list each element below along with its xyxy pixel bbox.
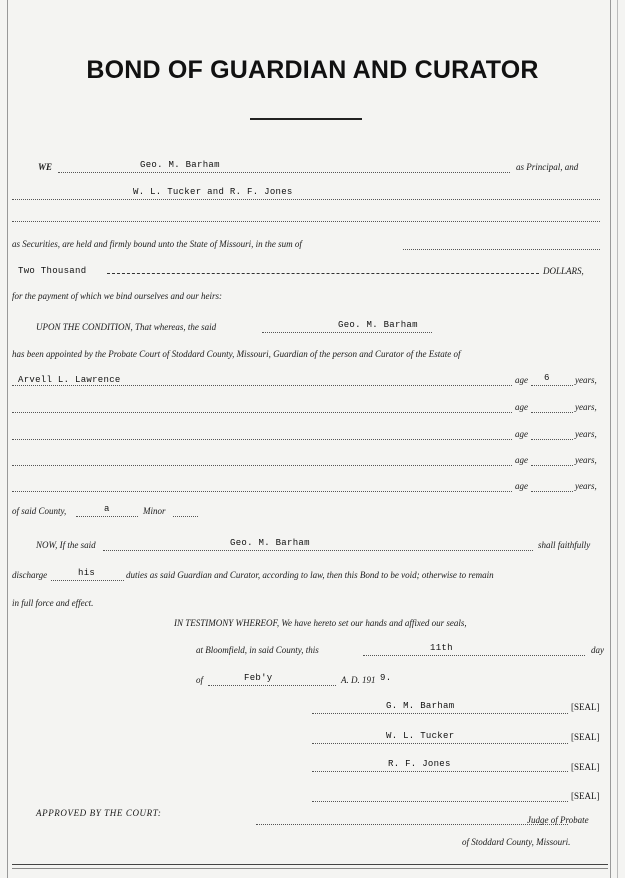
sum-blank — [403, 249, 600, 250]
years-label: years, — [575, 481, 597, 491]
now-text: NOW, If the said — [36, 540, 96, 550]
seal-label: [SEAL] — [571, 732, 600, 742]
age-blank — [531, 465, 573, 466]
right-border-outer — [617, 0, 618, 878]
condition-text: UPON THE CONDITION, That whereas, the said — [36, 322, 217, 332]
bloomfield-text: at Bloomfield, in said County, this — [196, 645, 319, 655]
payment-text: for the payment of which we bind ourselves and our heirs: — [12, 291, 222, 301]
signature-blank — [312, 743, 568, 744]
pronoun-value: his — [78, 568, 96, 578]
title-underline — [250, 118, 362, 120]
sum-amount: Two Thousand — [18, 266, 87, 276]
judge-label: Judge of Probate — [527, 815, 589, 825]
approved-text: APPROVED BY THE COURT: — [36, 808, 162, 818]
signature-blank — [312, 771, 568, 772]
right-border — [610, 0, 611, 878]
appointed-text: has been appointed by the Probate Court of Stoddard County, Missouri, Guardian of the person and Curator of the Estate of — [12, 349, 461, 359]
county-blank — [76, 516, 138, 517]
discharge-text: discharge — [12, 570, 48, 580]
years-label: years, — [575, 375, 597, 385]
condition-name: Geo. M. Barham — [338, 320, 418, 330]
seal-label: [SEAL] — [571, 762, 600, 772]
ward-name-blank — [12, 491, 512, 492]
ward-name: Arvell L. Lawrence — [18, 375, 121, 385]
years-label: years, — [575, 429, 597, 439]
age-label: age — [515, 375, 528, 385]
age-label: age — [515, 455, 528, 465]
shall-text: shall faithfully — [538, 540, 591, 550]
bottom-rule — [12, 864, 608, 865]
day-label: day — [591, 645, 604, 655]
ward-name-blank — [12, 465, 512, 466]
ad-label: A. D. 191 — [341, 675, 376, 685]
principal-name: Geo. M. Barham — [140, 160, 220, 170]
age-blank — [531, 491, 573, 492]
month-value: Feb'y — [244, 673, 273, 683]
as-principal-label: as Principal, and — [516, 162, 579, 172]
now-blank — [103, 550, 533, 551]
minor-blank — [173, 516, 198, 517]
age-blank — [531, 412, 573, 413]
age-label: age — [515, 402, 528, 412]
day-blank — [363, 655, 585, 656]
ward-name-blank — [12, 439, 512, 440]
securities-text: as Securities, are held and firmly bound unto the State of Missouri, in the sum of — [12, 239, 302, 249]
signature-blank — [312, 713, 568, 714]
ward-age: 6 — [544, 373, 550, 383]
month-blank — [208, 685, 336, 686]
day-value: 11th — [430, 643, 453, 653]
seal-label: [SEAL] — [571, 702, 600, 712]
age-blank — [531, 439, 573, 440]
county-value: a — [104, 504, 110, 514]
age-label: age — [515, 481, 528, 491]
we-label: WE — [38, 162, 53, 172]
left-border — [7, 0, 8, 878]
blank-line — [12, 221, 600, 222]
age-label: age — [515, 429, 528, 439]
signature-blank — [312, 801, 568, 802]
bottom-rule-second — [12, 868, 608, 869]
sureties-blank — [12, 199, 600, 200]
signature-name: G. M. Barham — [386, 701, 455, 711]
minor-label: Minor — [143, 506, 166, 516]
testimony-text: IN TESTIMONY WHEREOF, We have hereto set our hands and affixed our seals, — [174, 618, 467, 628]
of-label: of — [196, 675, 204, 685]
pronoun-blank — [51, 580, 124, 581]
ward-name-blank — [12, 412, 512, 413]
judge-blank — [256, 824, 568, 825]
sureties-names: W. L. Tucker and R. F. Jones — [133, 187, 293, 197]
judge-county: of Stoddard County, Missouri. — [462, 837, 571, 847]
years-label: years, — [575, 455, 597, 465]
year-value: 9. — [380, 673, 392, 683]
document-title: BOND OF GUARDIAN AND CURATOR — [86, 56, 539, 84]
condition-blank — [262, 332, 432, 333]
duties-text: duties as said Guardian and Curator, according to law, then this Bond to be void; otherwise to remain — [126, 570, 494, 580]
full-force-text: in full force and effect. — [12, 598, 94, 608]
sum-dash-fill — [107, 273, 539, 274]
principal-blank — [58, 172, 510, 173]
now-name: Geo. M. Barham — [230, 538, 310, 548]
age-blank — [531, 385, 573, 386]
signature-name: R. F. Jones — [388, 759, 451, 769]
seal-label: [SEAL] — [571, 791, 600, 801]
signature-name: W. L. Tucker — [386, 731, 455, 741]
ward-name-blank — [12, 385, 512, 386]
years-label: years, — [575, 402, 597, 412]
dollars-label: DOLLARS, — [543, 266, 584, 276]
county-text: of said County, — [12, 506, 67, 516]
